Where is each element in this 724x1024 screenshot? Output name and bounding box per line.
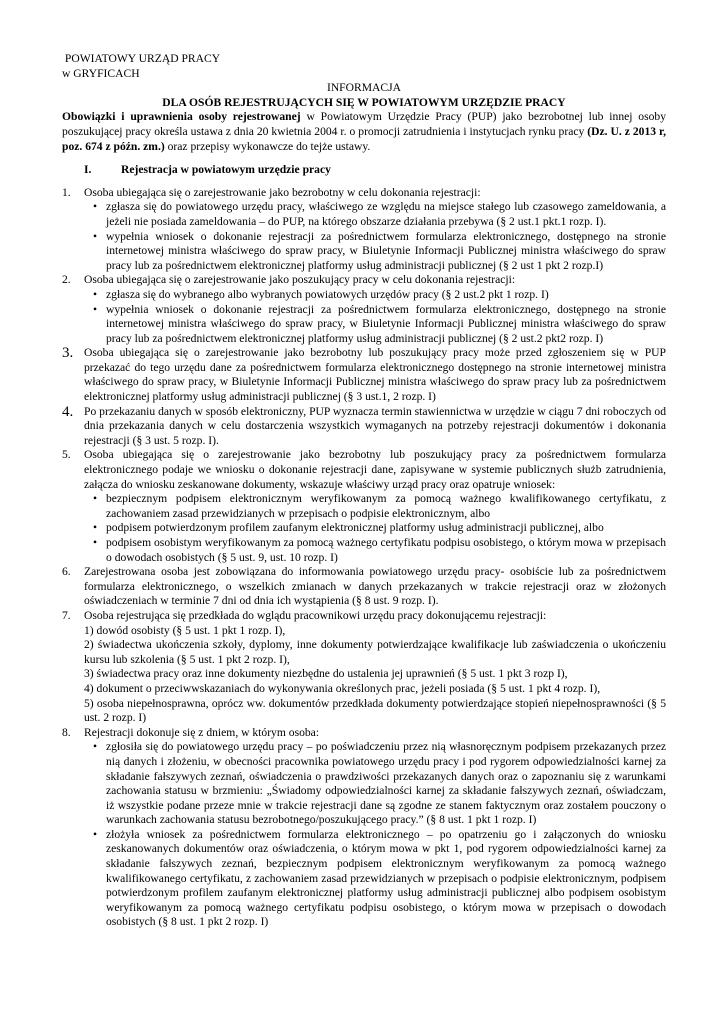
bullet-icon: • (92, 287, 98, 301)
sub-item: 1) dowód osobisty (§ 5 ust. 1 pkt 1 rozp. I), (84, 623, 286, 637)
list-item-2 (62, 273, 666, 346)
list-item-8 (62, 726, 666, 930)
bullet-text: zgłasza się do powiatowego urzędu pracy, właściwego ze względu na miejsce stałego lub czasowego zameldowania, a jeżeli nie posiada zameldowania – do PUP, na którego obszarze działania przebywa (§ 2 ust.1 pkt.1 rozp. I). (106, 200, 666, 228)
section-title: Rejestracja w powiatowym urzędzie pracy (121, 163, 331, 177)
bullet-item (84, 288, 666, 303)
item-number: 8. (62, 725, 71, 739)
list-item-5 (62, 448, 666, 565)
item-number: 3. (62, 345, 74, 362)
bullet-item (84, 521, 666, 536)
office-name (62, 52, 666, 67)
item-number: 5. (62, 448, 71, 462)
bullet-text: podpisem osobistym weryfikowanym za pomocą ważnego certyfikatu podpisu osobistego, o którym mowa w przepisach o dowodach osobistych (§ 5 ust. 9, ust. 10 rozp. I) (106, 536, 666, 564)
item-text: Osoba ubiegająca się o zarejestrowanie jako bezrobotny w celu dokonania rejestracji: (84, 185, 481, 199)
bullet-icon: • (92, 302, 98, 316)
bullet-icon: • (92, 200, 98, 214)
intro-text-1: w Powiatowym Urzędzie Pracy (PUP) jako bezrobotnej lub innej osoby poszukującej pracy określa ustawa z dnia 20 kwietnia 2004 r. o promocji zatrudnienia i instytucjach rynku pracy (62, 110, 666, 138)
bullet-text: złożyła wniosek za pośrednictwem formularza elektronicznego – po opatrzeniu go i załączonych do wniosku zeskanowanych dokumentów oraz oświadczenia, o którym mowa w pkt 1, pod rygorem odpowiedzialności karnej za składanie fałszywych zeznań, bezpiecznym podpisem elektronicznym weryfikowanym za pomocą ważnego kwalifikowanego certyfikatu, z zachowaniem zasad przewidzianych w przepisach o podpisie elektronicznym, podpisem potwierdzonym profilem zaufanym elektronicznej platformy usług administracji publicznej albo podpisem osobistym weryfikowanym za pomocą ważnego certyfikatu podpisu osobistego, o którym mowa w przepisach o dowodach osobistych (§ 8 ust. 1 pkt 2 rozp. I) (106, 827, 666, 929)
bullet-icon: • (92, 492, 98, 506)
bullet-item (84, 230, 666, 274)
item-number: 6. (62, 565, 71, 579)
item-text: Osoba ubiegająca się o zarejestrowanie jako bezrobotny lub poszukujący pracy może przed zgłoszeniem się w PUP przekazać do tego urzędu dane za pośrednictwem formularza elektronicznego dostępnego na stronie internetowej ministra właściwego do spraw pracy, w Biuletynie Informacji Publicznej ministra właściwego do spraw pracy lub za pośrednictwem elektronicznej platformy usług administracji publicznej (§ 3 ust.1, 2 rozp. I) (84, 346, 666, 404)
bullet-item (84, 492, 666, 521)
bullet-item (84, 200, 666, 229)
list-item-7 (62, 609, 666, 726)
item-text: Osoba ubiegająca się o zarejestrowanie jako poszukujący pracy w celu dokonania rejestracji: (84, 273, 516, 287)
office-city: w GRYFICACH (62, 66, 140, 80)
item-text: Rejestracji dokonuje się z dniem, w którym osoba: (84, 725, 320, 739)
bullet-item (84, 303, 666, 347)
sub-item: 3) świadectwa pracy oraz inne dokumenty niezbędne do ustalenia jej uprawnień (§ 5 ust. 1 pkt 3 rozp I), (84, 667, 568, 681)
intro-bold-2: (Dz. U. z 2013 r, poz. 674 z późn. zm.) (62, 124, 666, 153)
doc-title: INFORMACJA (326, 81, 402, 95)
item-number: 7. (62, 608, 71, 622)
sub-item: 4) dokument o przeciwwskazaniach do wykonywania określonych prac, jeżeli posiada (§ 5 ust. 1 pkt 4 rozp. I), (84, 681, 601, 695)
bullet-text: zgłasza się do wybranego albo wybranych powiatowych urzędów pracy (§ 2 ust.2 pkt 1 rozp. I) (106, 287, 549, 301)
doc-subtitle: DLA OSÓB REJESTRUJĄCYCH SIĘ W POWIATOWYM URZĘDZIE PRACY (162, 95, 566, 109)
item-number: 2. (62, 273, 71, 287)
intro-paragraph (62, 110, 666, 154)
bullet-text: bezpiecznym podpisem elektronicznym weryfikowanym za pomocą ważnego kwalifikowanego certyfikatu, z zachowaniem zasad przewidzianych w przepisach o podpisie elektronicznym, albo (106, 492, 666, 520)
section-heading (62, 163, 666, 178)
item-text: Osoba ubiegająca się o zarejestrowanie jako bezrobotny lub poszukujący pracy za pośrednictwem formularza elektronicznego podaje we wniosku o dokonanie rejestracji dane, zapisywane w systemie publicznych służb zatrudnienia, załącza do wniosku zeskanowane dokumenty, wskazuje właściwy urząd pracy oraz opatruje wniosek: (84, 448, 666, 491)
document-page (62, 52, 666, 930)
office-line-1: POWIATOWY URZĄD PRACY (64, 52, 221, 65)
item-number: 4. (62, 403, 74, 420)
bullet-icon: • (92, 827, 98, 841)
item-number: 1. (62, 185, 71, 199)
bullet-icon: • (92, 521, 98, 535)
list-item-6 (62, 565, 666, 609)
item-text: Zarejestrowana osoba jest zobowiązana do informowania powiatowego urzędu pracy- osobiście lub za pośrednictwem formularza elektronicznego, o wszelkich zmianach w danych przekazanych w trakcie rejestracji oraz w złożonych oświadczeniach w terminie 7 dni od dnia ich wystąpienia (§ 8 ust. 9 rozp. I). (84, 565, 666, 608)
bullet-icon: • (92, 536, 98, 549)
intro-bold-1: Obowiązki i uprawnienia osoby rejestrowanej (62, 110, 301, 124)
list-item-1 (62, 186, 666, 274)
bullet-item (84, 536, 666, 565)
bullet-text: zgłosiła się do powiatowego urzędu pracy – po poświadczeniu przez nią własnoręcznym podpisem przekazanych przez nią danych i złożeniu, w obecności pracownika powiatowego urzędu pracy i pod rygorem odpowiedzialności karnej za składanie fałszywych zeznań, oświadczenia o prawdziwości przekazanych danych oraz o zapoznaniu się z warunkami zachowania statusu w brzmieniu: „Świadomy odpowiedzialności karnej za składanie fałszywych zeznań, oświadczam, iż wszystkie podane przeze mnie w trakcie rejestracji dane są zgodne ze stanem faktycznym oraz zostałem pouczony o warunkach zachowania statusu bezrobotnego/poszukującego pracy.” (§ 8 ust. 1 pkt 1 rozp. I) (106, 740, 666, 827)
bullet-text: wypełnia wniosek o dokonanie rejestracji za pośrednictwem formularza elektronicznego, dostępnego na stronie internetowej ministra właściwego do spraw pracy, w Biuletynie Informacji Publicznej ministra właściwego do spraw pracy lub za pośrednictwem elektronicznej platformy usług administracji publicznej (§ 2 ust.2 pkt2 rozp. I) (106, 302, 666, 345)
intro-text-2: oraz przepisy wykonawcze do tejże ustawy. (164, 139, 371, 153)
list-item-4 (62, 405, 666, 449)
bullet-item (84, 828, 666, 930)
sub-item: 2) świadectwa ukończenia szkoły, dyplomy, inne dokumenty potwierdzające kwalifikacje lub zaświadczenia o ukończeniu kursu lub szkolenia (§ 5 ust. 1 pkt 2 rozp. I), (84, 638, 666, 666)
item-text: Po przekazaniu danych w sposób elektroniczny, PUP wyznacza termin stawiennictwa w urzędzie w ciągu 7 dni roboczych od dnia przekazania danych w celu dostarczenia wszystkich wymaganych na potrzeby rejestracji dokumentów i dokonania rejestracji (§ 3 ust. 5 rozp. I). (84, 404, 666, 447)
bullet-item (84, 740, 666, 828)
bullet-icon: • (92, 229, 98, 243)
sub-item: 5) osoba niepełnosprawna, oprócz ww. dokumentów przedkłada dokumenty potwierdzające stopień niepełnosprawności (§ 5 ust. 2 rozp. I) (84, 696, 666, 725)
list-item-3 (62, 346, 666, 404)
item-text: Osoba rejestrująca się przedkłada do wglądu pracownikowi urzędu pracy dokonującemu rejestracji: (84, 608, 547, 622)
section-number: I. (84, 163, 92, 177)
bullet-text: podpisem potwierdzonym profilem zaufanym elektronicznej platformy usług administracji publicznej, albo (106, 521, 604, 535)
bullet-icon: • (92, 740, 98, 754)
bullet-text: wypełnia wniosek o dokonanie rejestracji za pośrednictwem formularza elektronicznego, dostępnego na stronie internetowej ministra właściwego do spraw pracy, w Biuletynie Informacji Publicznej ministra właściwego do spraw pracy lub za pośrednictwem elektronicznej platformy usług administracji publicznej (§ 2 ust 1 pkt 2 rozp.I) (106, 229, 666, 272)
